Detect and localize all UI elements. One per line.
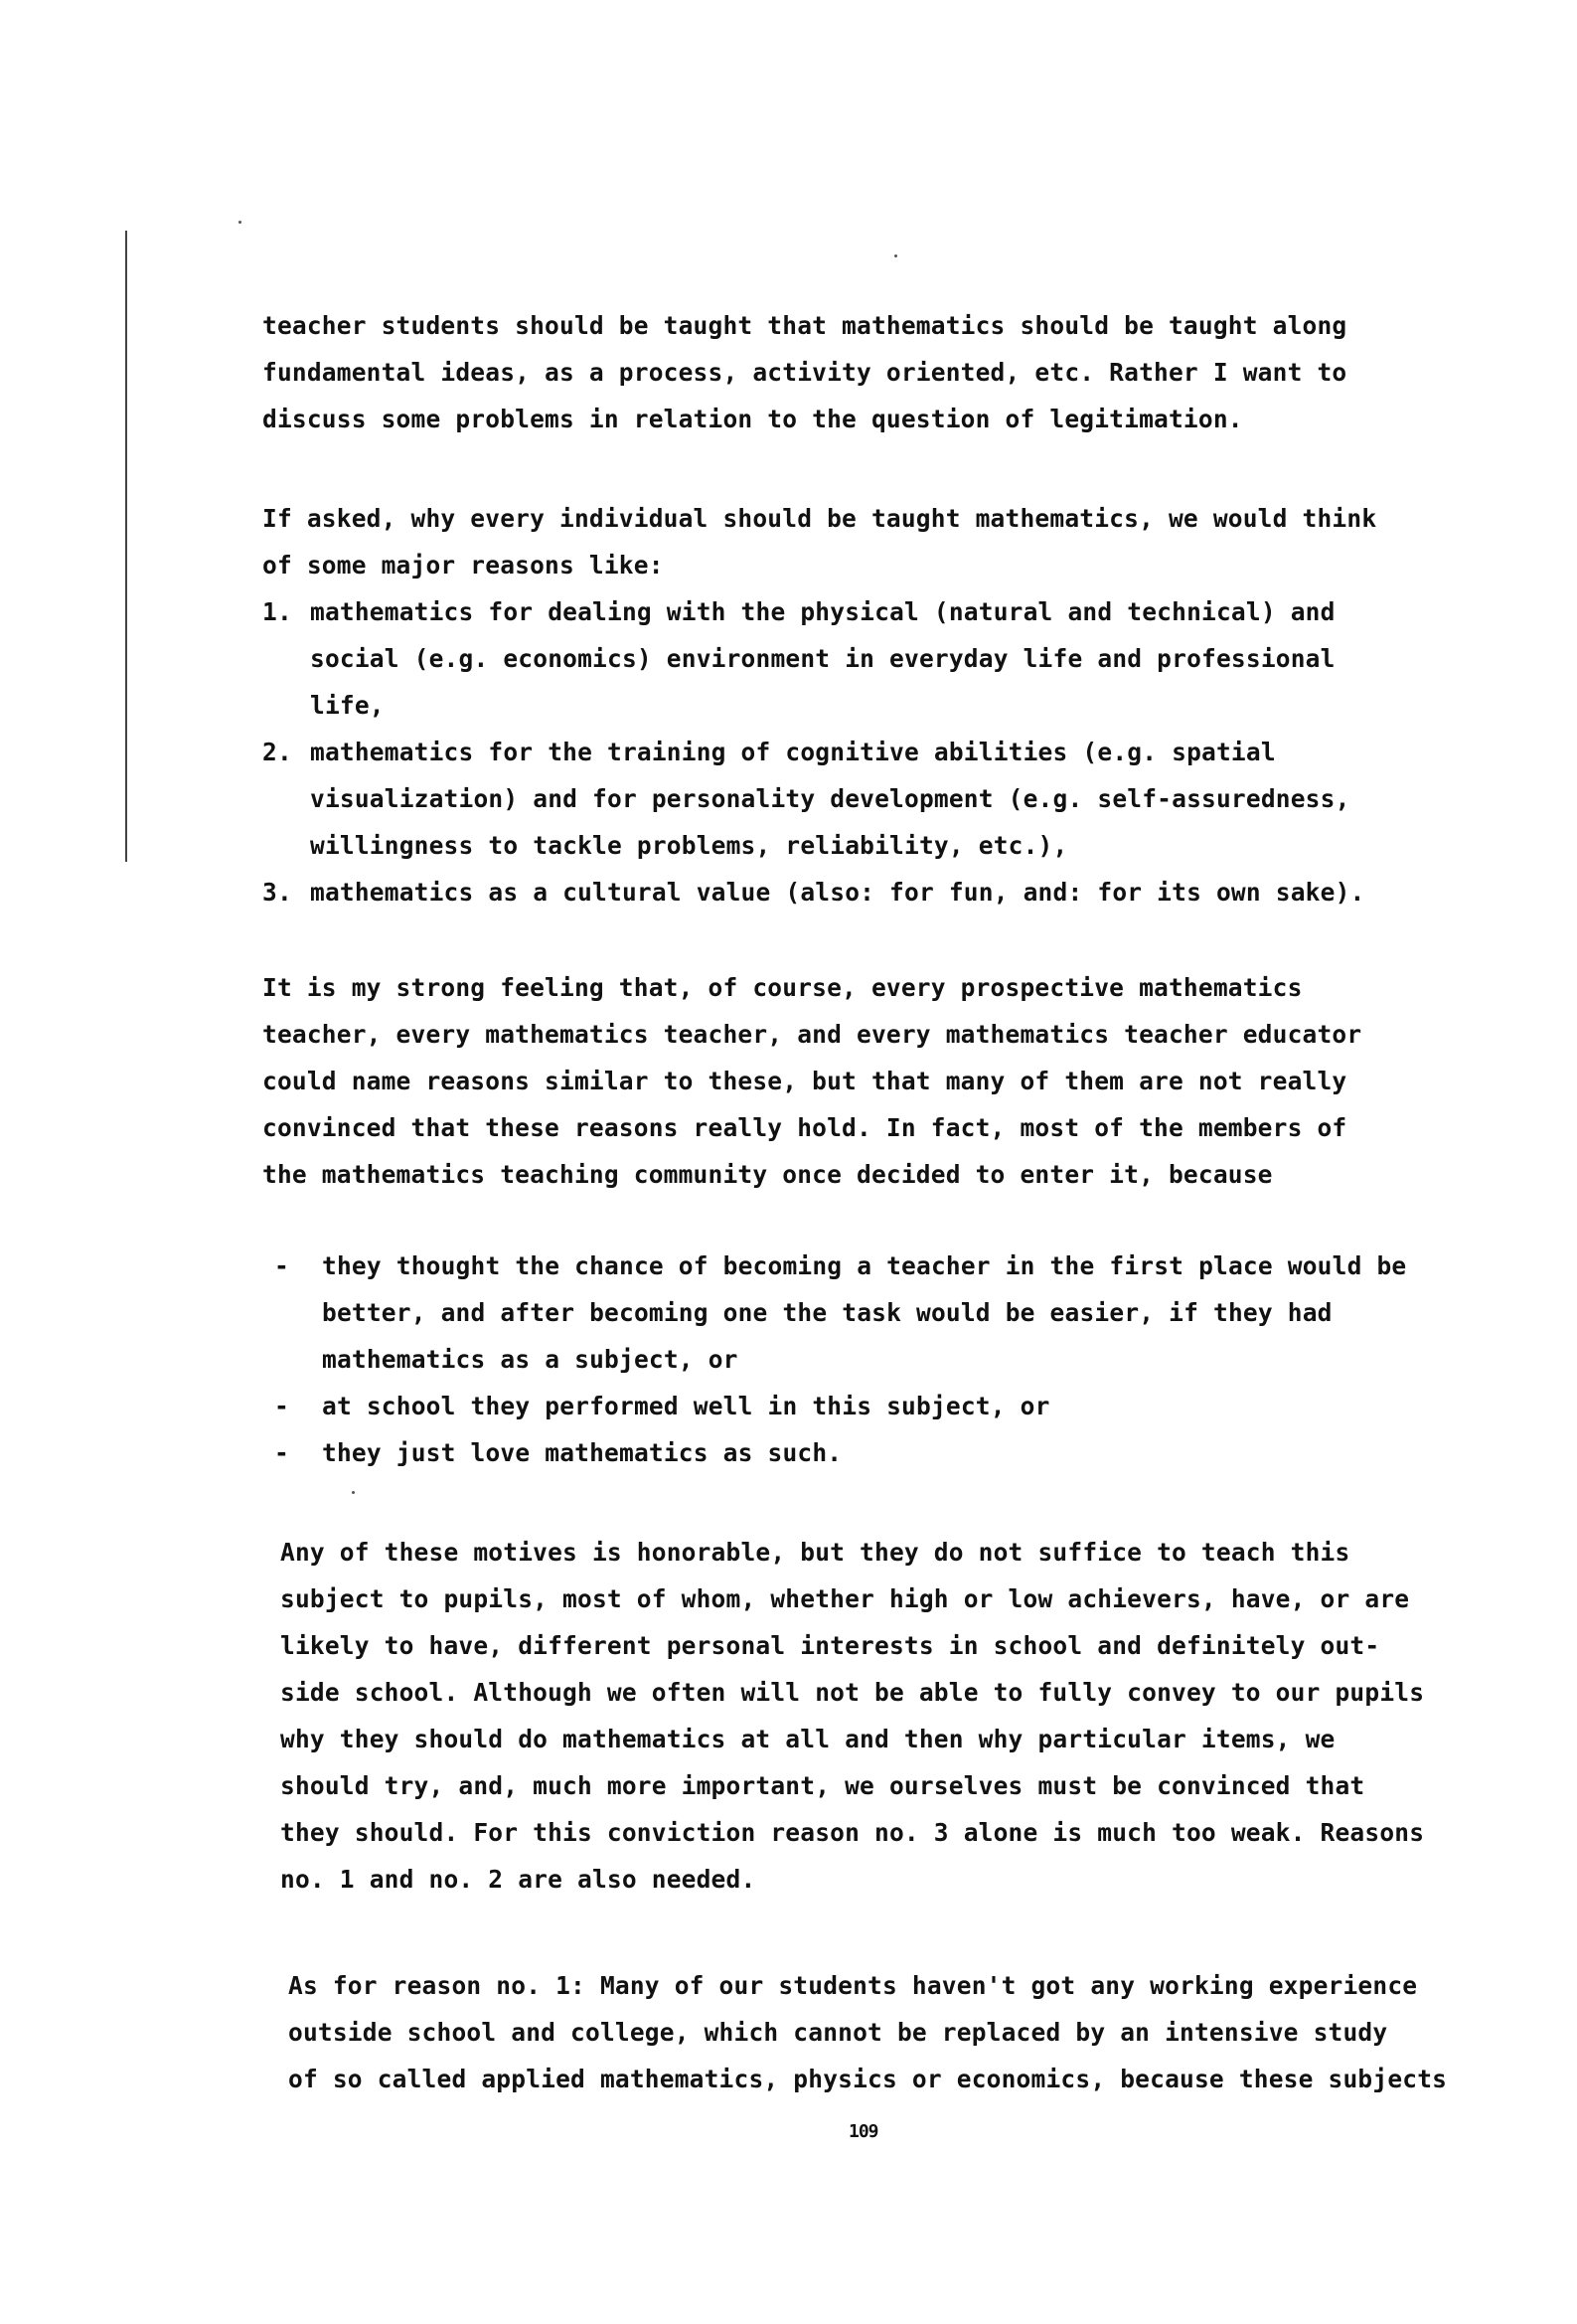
intro-line: teacher students should be taught that mathematics should be taught along bbox=[262, 311, 1347, 340]
intro-line: discuss some problems in relation to the question of legitimation. bbox=[262, 405, 1243, 433]
motive-line: they thought the chance of becoming a teacher in the first place would be bbox=[322, 1251, 1407, 1280]
feeling-line: It is my strong feeling that, of course, every prospective mathematics bbox=[262, 973, 1303, 1002]
motive-item-3 bbox=[274, 1429, 1506, 1476]
reasons-intro-line: If asked, why every individual should be taught mathematics, we would think bbox=[262, 504, 1377, 533]
motive-line: mathematics as a subject, or bbox=[322, 1345, 738, 1374]
scan-speck bbox=[894, 254, 897, 257]
reasons-intro-paragraph bbox=[262, 495, 1495, 588]
motive-line: better, and after becoming one the task would be easier, if they had bbox=[322, 1298, 1333, 1327]
reason-one-line: As for reason no. 1: Many of our students haven't got any working experience bbox=[288, 1971, 1418, 2000]
reason-one-line: of so called applied mathematics, physics or economics, because these subjects bbox=[288, 2065, 1448, 2093]
motive-line: at school they performed well in this subject, or bbox=[322, 1392, 1050, 1420]
feeling-line: the mathematics teaching community once decided to enter it, because bbox=[262, 1160, 1273, 1189]
intro-line: fundamental ideas, as a process, activity oriented, etc. Rather I want to bbox=[262, 358, 1347, 387]
reason-line: social (e.g. economics) environment in everyday life and professional bbox=[310, 644, 1336, 673]
honorable-line: likely to have, different personal interests in school and definitely out- bbox=[280, 1631, 1380, 1660]
honorable-line: no. 1 and no. 2 are also needed. bbox=[280, 1865, 756, 1894]
reason-line: willingness to tackle problems, reliability, etc.), bbox=[310, 831, 1068, 860]
reason-item-2 bbox=[262, 729, 1495, 869]
honorable-line: subject to pupils, most of whom, whether high or low achievers, have, or are bbox=[280, 1584, 1410, 1613]
reason-line: life, bbox=[310, 691, 385, 720]
list-marker: - bbox=[274, 1438, 289, 1467]
reason-one-paragraph bbox=[288, 1962, 1520, 2102]
reason-one-line: outside school and college, which cannot be replaced by an intensive study bbox=[288, 2018, 1388, 2047]
honorable-line: side school. Although we often will not be able to fully convey to our pupils bbox=[280, 1678, 1425, 1707]
reason-item-3 bbox=[262, 869, 1495, 915]
reason-line: mathematics for the training of cognitive abilities (e.g. spatial bbox=[310, 738, 1276, 766]
feeling-line: could name reasons similar to these, but that many of them are not really bbox=[262, 1067, 1347, 1095]
left-margin-rule bbox=[125, 231, 127, 862]
motive-line: they just love mathematics as such. bbox=[322, 1438, 843, 1467]
reason-item-1 bbox=[262, 588, 1495, 729]
feeling-line: teacher, every mathematics teacher, and every mathematics teacher educator bbox=[262, 1020, 1362, 1049]
reasons-list bbox=[262, 588, 1495, 915]
feeling-paragraph bbox=[262, 964, 1495, 1198]
reason-line: visualization) and for personality development (e.g. self-assuredness, bbox=[310, 784, 1350, 813]
honorable-line: should try, and, much more important, we ourselves must be convinced that bbox=[280, 1771, 1365, 1800]
honorable-line: they should. For this conviction reason no. 3 alone is much too weak. Reasons bbox=[280, 1818, 1425, 1847]
reason-line: mathematics as a cultural value (also: for fun, and: for its own sake). bbox=[310, 878, 1365, 907]
scan-speck bbox=[352, 1491, 355, 1494]
list-marker: 2. bbox=[262, 738, 292, 766]
list-marker: 3. bbox=[262, 878, 292, 907]
reason-line: mathematics for dealing with the physical (natural and technical) and bbox=[310, 597, 1336, 626]
page-number: 109 bbox=[849, 2121, 878, 2142]
honorable-line: why they should do mathematics at all and then why particular items, we bbox=[280, 1725, 1336, 1753]
intro-paragraph bbox=[262, 302, 1495, 442]
motive-item-2 bbox=[274, 1383, 1506, 1429]
reasons-intro-line: of some major reasons like: bbox=[262, 551, 664, 580]
list-marker: - bbox=[274, 1392, 289, 1420]
feeling-line: convinced that these reasons really hold. In fact, most of the members of bbox=[262, 1113, 1347, 1142]
motives-list bbox=[274, 1243, 1506, 1476]
list-marker: - bbox=[274, 1251, 289, 1280]
motives-honorable-paragraph bbox=[280, 1529, 1512, 1903]
motive-item-1 bbox=[274, 1243, 1506, 1383]
list-marker: 1. bbox=[262, 597, 292, 626]
honorable-line: Any of these motives is honorable, but they do not suffice to teach this bbox=[280, 1538, 1350, 1567]
scan-speck bbox=[238, 221, 241, 224]
